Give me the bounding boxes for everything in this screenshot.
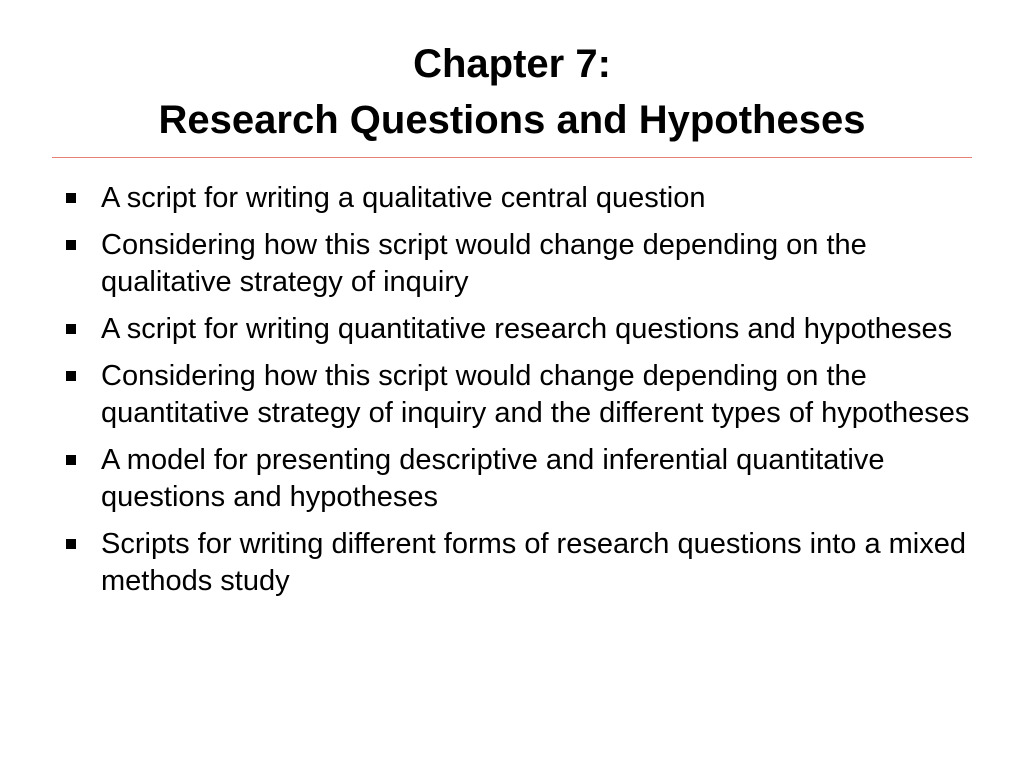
square-bullet-icon — [66, 455, 76, 465]
square-bullet-icon — [66, 240, 76, 250]
bullet-item — [66, 358, 976, 432]
bullet-item — [66, 526, 976, 600]
bullet-text: Considering how this script would change depending on the qualitative strategy of inquiry — [101, 229, 867, 298]
bullet-item — [66, 442, 976, 516]
square-bullet-icon — [66, 193, 76, 203]
bullet-text: Considering how this script would change depending on the quantitative strategy of inquiry and the different types of hypotheses — [101, 360, 970, 429]
square-bullet-icon — [66, 371, 76, 381]
title-divider — [52, 157, 972, 158]
title-line-1: Chapter 7: — [413, 42, 611, 86]
square-bullet-icon — [66, 324, 76, 334]
title-line-2: Research Questions and Hypotheses — [158, 98, 866, 142]
bullet-item — [66, 180, 976, 217]
bullet-text: A model for presenting descriptive and inferential quantitative questions and hypotheses — [101, 444, 885, 513]
bullet-text: A script for writing a qualitative central question — [101, 182, 706, 214]
bullet-item — [66, 311, 976, 348]
square-bullet-icon — [66, 539, 76, 549]
bullet-item — [66, 227, 976, 301]
bullet-text: A script for writing quantitative research questions and hypotheses — [101, 313, 953, 345]
slide-title — [40, 36, 984, 148]
bullet-list — [66, 180, 976, 610]
bullet-text: Scripts for writing different forms of research questions into a mixed methods study — [101, 528, 967, 597]
